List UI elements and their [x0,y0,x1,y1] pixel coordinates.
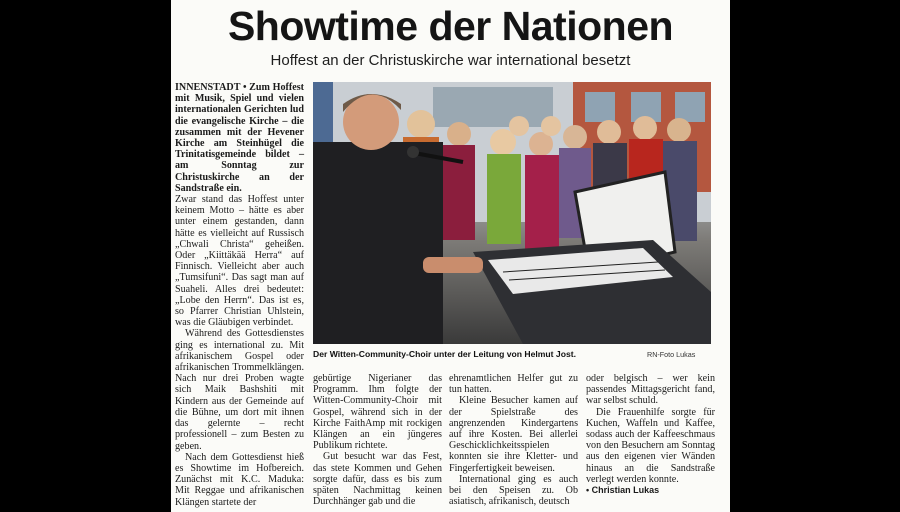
column-2 [313,373,442,512]
newspaper-clipping [171,0,730,512]
choir-photo-illustration [313,82,711,344]
article-paragraph: Nach dem Gottesdienst hieß es Showtime im Hofbereich. Zunächst mit K.C. Maduka: Mit Reggae und afrikanischen Klängen startete der [175,451,304,508]
article-paragraph: Kleine Besucher kamen auf der Spielstraße des angrenzenden Kindergartens auf ihre Kosten. Bei allerlei Geschicklichkeitsspielen konnten sie ihre Kletter- und Fingerfertigkeit beweisen. [449,395,578,474]
column-4 [586,373,715,512]
article-paragraph: Die Frauenhilfe sorgte für Kuchen, Waffeln und Kaffee, sodass auch der Kaffeeschmaus von den Besuchern am Sonntag aus den eigenen vier Wänden hinaus an die Sandstraße verlegt werden konnte. [586,406,715,485]
article-paragraph: International ging es auch bei den Speisen zu. Ob asiatisch, afrikanisch, deutsch [449,473,578,508]
article-paragraph: Während des Gottesdienstes ging es international zu. Mit afrikanischem Gospel oder afrikanischen Trommelklängen. Nach nur drei Proben wagte sich Maik Bashshiti mit Kindern aus der Gemeinde auf die Bühne, um dort mit ihnen das gelernte – recht professionell – zum Besten zu geben. [175,328,304,452]
column-3 [449,373,578,512]
choir-photo [313,82,711,344]
headline: Showtime der Nationen [227,3,674,49]
article-author: • Christian Lukas [586,485,660,496]
article-paragraph: Gut besucht war das Fest, das stete Kommen und Gehen sorgte dafür, dass es bis zum späten Nachmittag keinen Durchhänger gab und die [313,451,442,508]
article-lead: INNENSTADT • Zum Hoffest mit Musik, Spiel und vielen internationalen Gerichten lud die evangelische Kirche – die zusammen mit der Hevener Kirche am Steinhügel die Trinitatisgemeinde bildet – am Sonntag zur Christuskirche an der Sandstraße ein. [175,82,304,194]
article-paragraph: gebürtige Nigerianer das Programm. Ihm folgte der Witten-Community-Choir mit Gospel, während sich in der Kirche FaithAmp mit rockigen Klängen an ein jüngeres Publikum richtete. [313,373,442,452]
photo-credit: RN-Foto Lukas [647,350,696,359]
article-paragraph: ehrenamtlichen Helfer gut zu tun hatten. [449,373,578,396]
article-paragraph: oder belgisch – wer kein passendes Mittagsgericht fand, war selbst schuld. [586,373,715,407]
subheadline: Hoffest an der Christuskirche war international besetzt [270,52,631,69]
column-1 [175,82,304,512]
article-paragraph: Zwar stand das Hoffest unter keinem Motto – hätte es aber unter einem gestanden, dann hätte es vielleicht auf Russisch „Chwali Christa“ geheißen. Oder „Kiittäkää Herra“ auf Finnisch. Vielleicht aber auch „Tumsifuni“. Das sagt man auf Suaheli. Alles drei bedeutet: „Lobe den Herrn“. Das ist es, so Pfarrer Christian Uhlstein, was die Gläubigen verbindet. [175,194,304,329]
photo-caption: Der Witten-Community-Choir unter der Leitung von Helmut Jost. [313,349,576,359]
